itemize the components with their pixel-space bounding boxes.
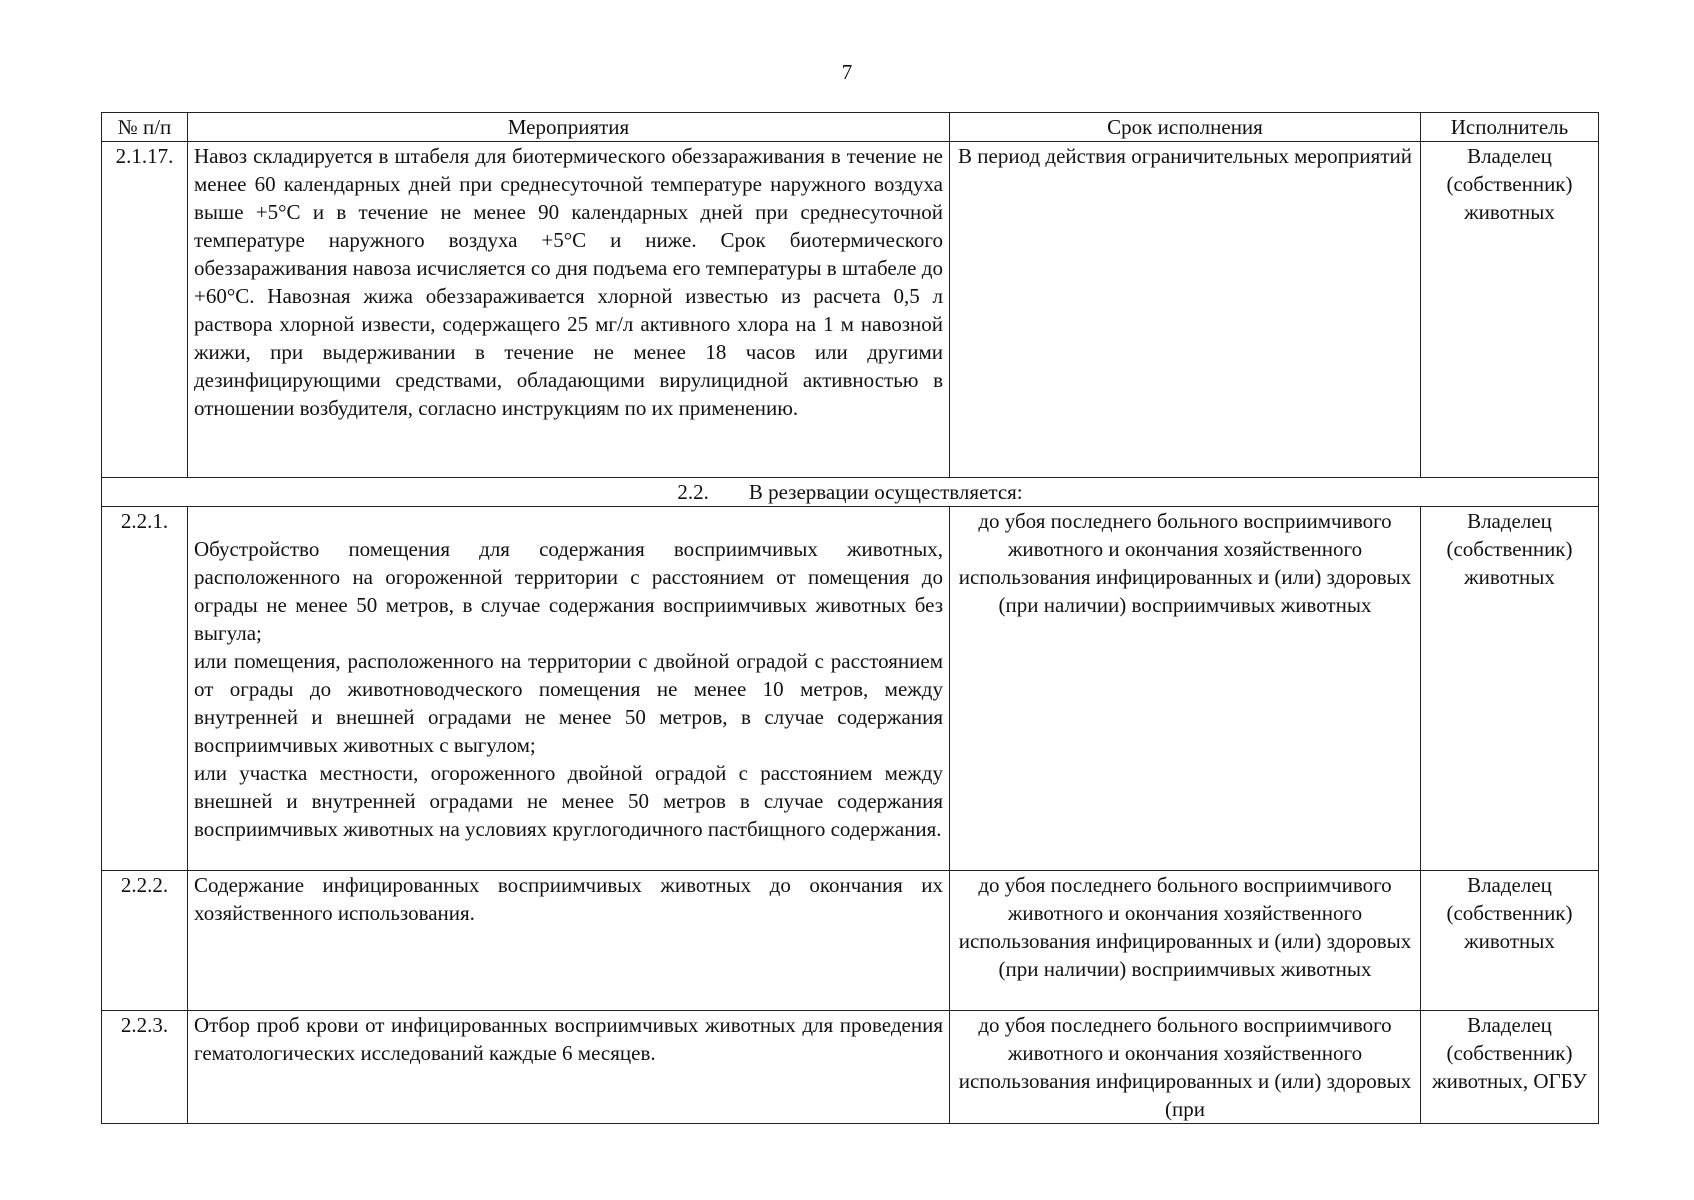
row-number: 2.2.3. — [102, 1011, 188, 1124]
row-action: Содержание инфицированных восприимчивых животных до окончания их хозяйственного использования. — [188, 871, 950, 1011]
row-executor: Владелец (собственник) животных — [1421, 507, 1599, 871]
table-header-row — [102, 113, 1599, 142]
row-term: до убоя последнего больного восприимчивого животного и окончания хозяйственного использования инфицированных и (или) здоровых (при наличии) восприимчивых животных — [950, 871, 1421, 1011]
action-paragraph: Обустройство помещения для содержания восприимчивых животных, расположенного на огороженной территории с расстоянием от помещения до ограды не менее 50 метров, в случае содержания восприимчивых животных без выгула; — [194, 537, 943, 645]
measures-table — [101, 112, 1599, 1124]
table-row — [102, 142, 1599, 478]
header-executor: Исполнитель — [1421, 113, 1599, 142]
row-number: 2.2.1. — [102, 507, 188, 871]
row-action — [188, 507, 950, 871]
row-executor: Владелец (собственник) животных, ОГБУ — [1421, 1011, 1599, 1124]
row-action: Отбор проб крови от инфицированных восприимчивых животных для проведения гематологических исследований каждые 6 месяцев. — [188, 1011, 950, 1124]
table-row — [102, 871, 1599, 1011]
section-number: 2.2. — [677, 480, 709, 504]
header-actions: Мероприятия — [188, 113, 950, 142]
row-number: 2.1.17. — [102, 142, 188, 478]
action-paragraph: или помещения, расположенного на территории с двойной оградой с расстоянием от ограды до животноводческого помещения не менее 10 метров, между внутренней и внешней оградами не менее 50 метров, в случае содержания восприимчивых животных с выгулом; — [194, 649, 943, 757]
table-row — [102, 507, 1599, 871]
row-executor: Владелец (собственник) животных — [1421, 142, 1599, 478]
section-row — [102, 478, 1599, 507]
row-number: 2.2.2. — [102, 871, 188, 1011]
header-num: № п/п — [102, 113, 188, 142]
row-action: Навоз складируется в штабеля для биотермического обеззараживания в течение не менее 60 календарных дней при среднесуточной температуре наружного воздуха выше +5°С и в течение не менее 90 календарных дней при среднесуточной температуре наружного воздуха +5°С и ниже. Срок биотермического обеззараживания навоза исчисляется со дня подъема его температуры в штабеле до +60°С. Навозная жижа обеззараживается хлорной известью из расчета 0,5 л раствора хлорной извести, содержащего 25 мг/л активного хлора на 1 м навозной жижи, при выдерживании в течение не менее 18 часов или другими дезинфицирующими средствами, обладающими вирулицидной активностью в отношении возбудителя, согласно инструкциям по их применению. — [188, 142, 950, 478]
row-term: В период действия ограничительных мероприятий — [950, 142, 1421, 478]
section-heading — [102, 478, 1599, 507]
page-number: 7 — [841, 60, 853, 84]
header-term: Срок исполнения — [950, 113, 1421, 142]
row-executor: Владелец (собственник) животных — [1421, 871, 1599, 1011]
table-row — [102, 1011, 1599, 1124]
row-term: до убоя последнего больного восприимчивого животного и окончания хозяйственного использования инфицированных и (или) здоровых (при наличии) восприимчивых животных — [950, 507, 1421, 871]
section-title: В резервации осуществляется: — [748, 480, 1023, 504]
action-paragraph: или участка местности, огороженного двойной оградой с расстоянием между внешней и внутренней оградами не менее 50 метров в случае содержания восприимчивых животных на условиях круглогодичного пастбищного содержания. — [194, 761, 943, 841]
row-term: до убоя последнего больного восприимчивого животного и окончания хозяйственного использования инфицированных и (или) здоровых (при — [950, 1011, 1421, 1124]
